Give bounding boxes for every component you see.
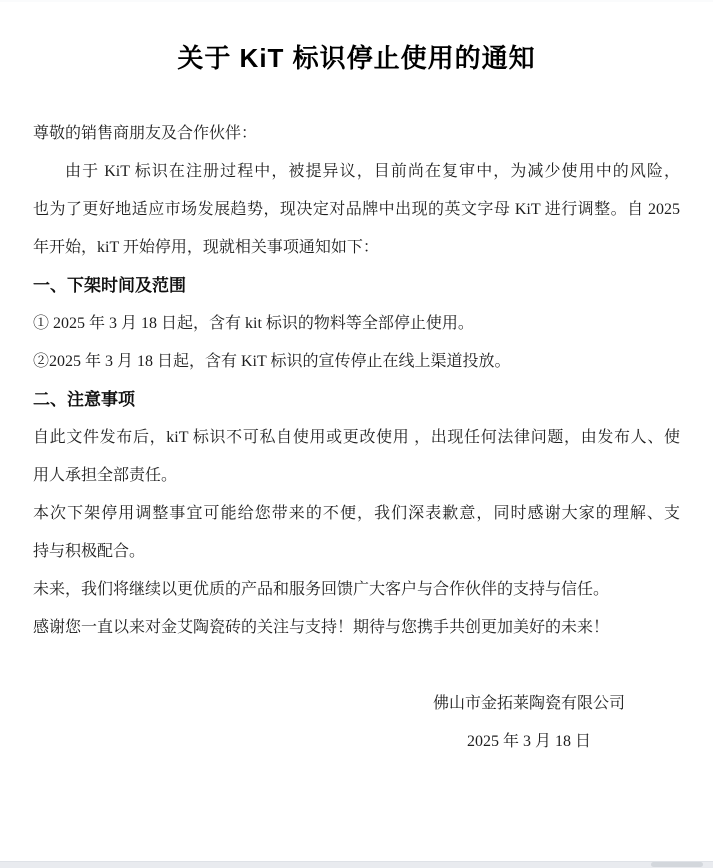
section2-line-3: 本次下架停用调整事宜可能给您带来的不便，我们深表歉意，同时感谢大家的理解、支 xyxy=(33,505,680,522)
spacer xyxy=(33,647,680,685)
section2-line-1: 自此文件发布后，kiT 标识不可私自使用或更改使用 ，出现任何法律问题，由发布人、使 xyxy=(33,429,680,446)
signature-block xyxy=(433,685,625,761)
intro-line-1: 由于 KiT 标识在注册过程中，被提异议，目前尚在复审中，为减少使用中的风险， xyxy=(65,163,680,180)
greeting-line: 尊敬的销售商朋友及合作伙伴： xyxy=(33,125,258,142)
company-name: 佛山市金拓莱陶瓷有限公司 xyxy=(432,695,625,712)
signature-date: 2025 年 3 月 18 日 xyxy=(466,733,591,750)
section2-heading: 二、注意事项 xyxy=(33,390,135,409)
section1-heading: 一、下架时间及范围 xyxy=(33,276,186,295)
document-title: 关于 KiT 标识停止使用的通知 xyxy=(177,43,536,73)
section2-line-5: 未来，我们将继续以更优质的产品和服务回馈广大客户与合作伙伴的支持与信任。 xyxy=(33,581,610,598)
horizontal-scrollbar-thumb[interactable] xyxy=(651,862,703,867)
section2-line-4: 持与积极配合。 xyxy=(33,543,146,560)
document-content xyxy=(0,2,713,761)
intro-line-3: 年开始，kiT 开始停用，现就相关事项通知如下： xyxy=(33,239,379,256)
section1-item-2: ②2025 年 3 月 18 日起，含有 KiT 标识的宣传停止在线上渠道投放。 xyxy=(33,353,511,370)
section2-line-6: 感谢您一直以来对金艾陶瓷砖的关注与支持！期待与您携手共创更加美好的未来！ xyxy=(33,619,610,636)
section1-item-1: ① 2025 年 3 月 18 日起，含有 kit 标识的物料等全部停止使用。 xyxy=(33,315,474,332)
horizontal-scrollbar-track[interactable] xyxy=(0,861,713,868)
intro-line-2: 也为了更好地适应市场发展趋势，现决定对品牌中出现的英文字母 KiT 进行调整。自 2025 xyxy=(33,201,680,218)
section2-line-2: 用人承担全部责任。 xyxy=(33,467,178,484)
